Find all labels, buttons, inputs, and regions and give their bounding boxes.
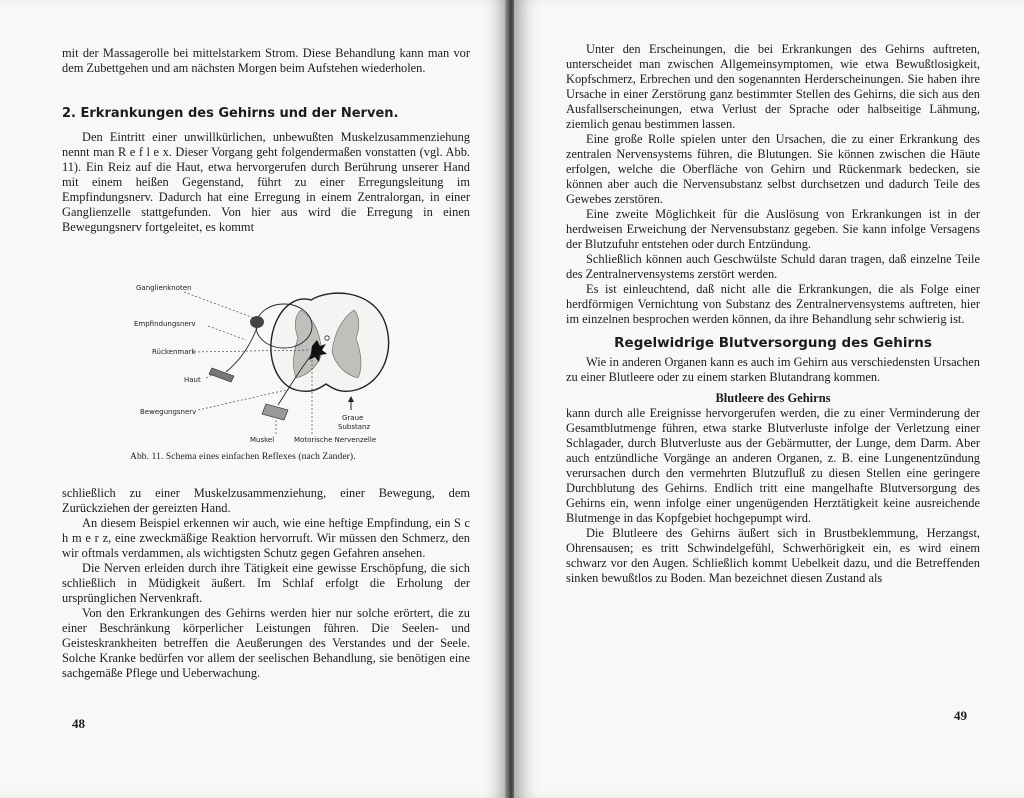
paragraph-nerven: Die Nerven erleiden durch ihre Tätigkeit eine gewisse Erschöpfung, die sich schließlich in Müdigkeit äußert. Im Schlaf erfolgt die Erholung der ursprünglichen Nervenkraft. (62, 561, 470, 605)
paragraph-4: Schließlich können auch Geschwülste Schuld daran tragen, daß einzelne Teile des Zentralnervensystems zerstört werden. (566, 252, 980, 281)
label-empfindungsnerv: Empfindungsnerv (134, 320, 196, 328)
section-heading-blutversorgung: Regelwidrige Blutversorgung des Gehirns (614, 335, 932, 351)
skin-patch (209, 368, 234, 382)
label-rueckenmark: Rückenmark (152, 348, 196, 356)
figure-caption: Abb. 11. Schema eines einfachen Reflexes (nach Zander). (130, 452, 356, 462)
paragraph-reflex: Den Eintritt einer unwillkürlichen, unbewußten Muskelzusammenziehung nennt man R e f l e x. Dieser Vorgang geht folgendermaßen vonstatten (vgl. Abb. 11). Ein Reiz auf die Haut, etwa hervorgerufen durch Berührung unserer Hand mit einem heißen Gegenstand, führt zu einer Erregungsleitung im Empfindungsnerv. Dadurch hat eine Erregung in einem Zentralorgan, in einer Ganglienzelle stattgefunden. Von hier aus wird die Erregung in einen Bewegungsnerv fortgeleitet, es kommt (62, 130, 470, 234)
paragraph-5: Es ist einleuchtend, daß nicht alle die Erkrankungen, die als Folge einer herdförmigen Vernichtung von Substanz des Zentralnervensystems auftreten, hier im einzelnen besprochen werden können, da ihre Behandlung sehr schwierig ist. (566, 282, 980, 326)
leader-ganglienknoten (184, 292, 254, 318)
label-bewegungsnerv: Bewegungsnerv (140, 408, 197, 416)
muscle-shape (262, 404, 288, 420)
sub-heading-blutleere: Blutleere des Gehirns (715, 391, 831, 405)
label-graue: Graue (342, 414, 364, 422)
right-page (514, 0, 1024, 798)
label-ganglienknoten: Ganglienknoten (136, 284, 192, 292)
label-haut: Haut (184, 376, 201, 384)
central-canal (325, 336, 329, 340)
ganglion-knot (250, 316, 264, 328)
arrow-head-graue-substanz (348, 396, 354, 402)
label-muskel: Muskel (250, 436, 275, 444)
paragraph-3: Eine zweite Möglichkeit für die Auslösung von Erkrankungen ist in der herdweisen Erweichung der Nervensubstanz gegeben. Sie kann infolge Versagens der Blutzufuhr entstehen oder durch Entzündung. (566, 207, 980, 251)
page-number-left: 48 (72, 716, 85, 731)
left-page-text-lower (62, 486, 470, 681)
paragraph-schmerz: An diesem Beispiel erkennen wir auch, wie eine heftige Empfindung, ein S c h m e r z, eine zweckmäßige Reaktion hervorruft. Wir müssen den Schmerz, den wir oftmals verdammen, als wichtigsten Schutz gegen Gefahren ansehen. (62, 516, 470, 560)
spinal-cord-outline (271, 293, 389, 391)
label-motorische-nervenzelle: Motorische Nervenzelle (294, 436, 377, 444)
left-page (0, 0, 508, 798)
reflex-diagram (126, 280, 426, 450)
paragraph-7: kann durch alle Ereignisse hervorgerufen werden, die zu einer Verminderung der Gesamtblutmenge führen, etwa starke Blutverluste infolge der Verletzung einer Schlagader, durch Blutverluste aus der Gebärmutter, der Lunge, dem Darm. Aber auch entzündliche Vorgänge an anderen Organen, z. B. eine Lungenentzündung verursachen durch den vermehrten Blutzufluß zu diesen Stellen eine geringere Durchblutung des Gehirns. Endlich tritt eine mangelhafte Blutversorgung des Gehirns ein, wenn infolge einer ungenügenden Herztätigkeit keine ausreichende Blutmenge in das Kopfgebiet hochgepumpt wird. (566, 406, 980, 525)
paragraph-1: Unter den Erscheinungen, die bei Erkrankungen des Gehirns auftreten, unterscheidet man zwischen Allgemeinsymptomen, wie etwa Bewußtlosigkeit, Kopfschmerz, Erbrechen und den sogenannten Herderscheinungen. Sie haben ihre Ursache in einer Zerstörung ganz bestimmter Stellen des Gehirns, die sich aus den Ausfallserscheinungen, etwa Verlust der Sprache oder halbseitige Lähmung, ziemlich genau bestimmen lassen. (566, 42, 980, 131)
intro-paragraph: mit der Massagerolle bei mittelstarkem Strom. Diese Behandlung kann man vor dem Zubettgehen und am nächsten Morgen beim Aufstehen wiederholen. (62, 46, 470, 75)
leader-empfindungsnerv (208, 326, 246, 340)
paragraph-erkrankungen: Von den Erkrankungen des Gehirns werden hier nur solche erörtert, die zu einer Beschränkung körperlicher Leistungen führen. Die Seelen- und Geisteskrankheiten betreffen die Aeußerungen des Verstandes und der Seele. Solche Kranke bedürfen vor allem der seelischen Behandlung, sie benötigen eine sachgemäße Pflege und Ueberwachung. (62, 606, 470, 680)
paragraph-6: Wie in anderen Organen kann es auch im Gehirn aus verschiedensten Ursachen zu einer Blutleere oder zu einem starken Blutandrang kommen. (566, 355, 980, 384)
reflex-diagram-svg (126, 280, 426, 450)
page-number-right: 49 (954, 708, 967, 723)
left-page-text (62, 46, 470, 235)
paragraph-continue: schließlich zu einer Muskelzusammenziehung, einer Bewegung, dem Zurückziehen der gereizten Hand. (62, 486, 470, 515)
paragraph-2: Eine große Rolle spielen unter den Ursachen, die zu einer Erkrankung des zentralen Nervensystems führen, die Blutungen. Sie können zwischen die Häute erfolgen, welche die Oberfläche von Gehirn und Rückenmark bedecken, sie können aber auch die Nervensubstanz selbst durchsetzen und dadurch Teile des Gewebes zerstören. (566, 132, 980, 206)
label-substanz: Substanz (338, 423, 371, 431)
paragraph-8: Die Blutleere des Gehirns äußert sich in Brustbeklemmung, Herzangst, Ohrensausen; es tritt Schwindelgefühl, Schwerhörigkeit ein, es wird einem schwarz vor den Augen. Schließlich kommt Uebelkeit dazu, und die Betreffenden sinken bewußtlos zu Boden. Man bezeichnet diesen Zustand als (566, 526, 980, 585)
right-page-text (566, 42, 980, 586)
section-heading: 2. Erkrankungen des Gehirns und der Nerven. (62, 106, 399, 121)
